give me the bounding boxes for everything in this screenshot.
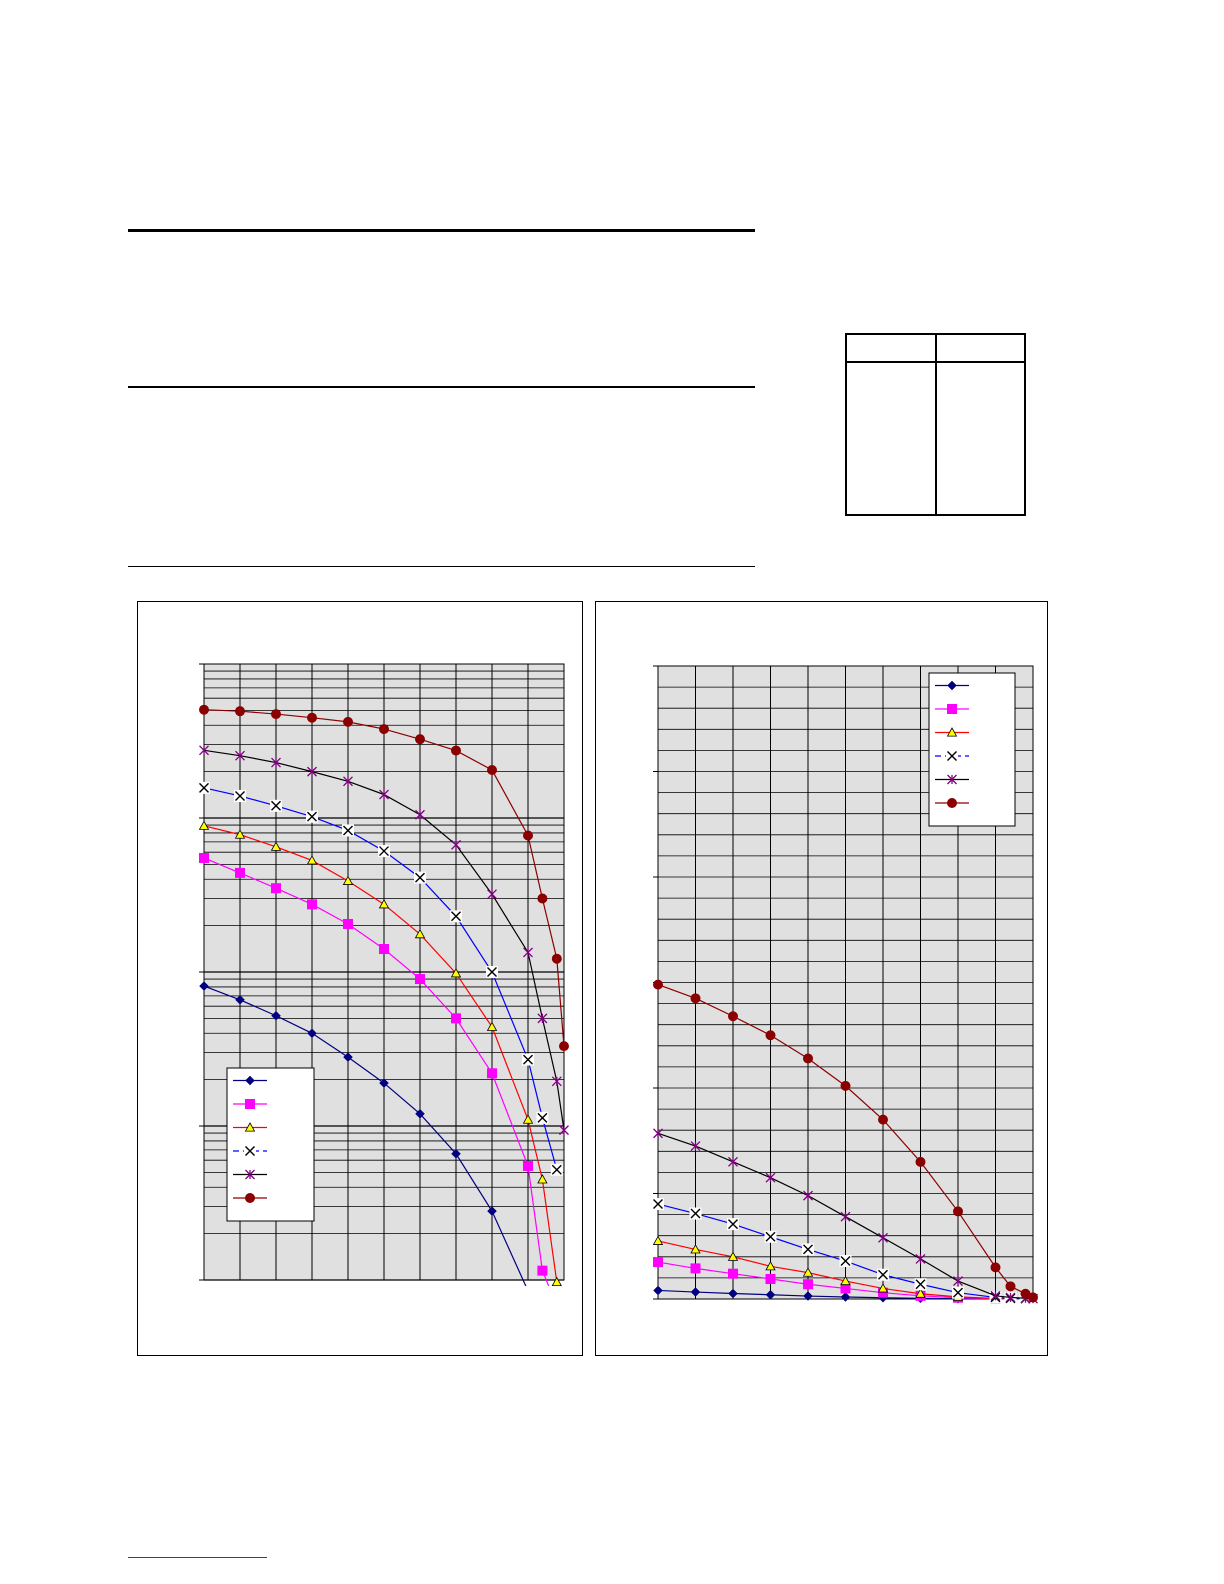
chart-right <box>596 602 1049 1357</box>
series-2-point-12 <box>552 1301 561 1310</box>
legend <box>227 1068 314 1221</box>
series-2-point-2 <box>236 868 245 877</box>
series-1-point-10 <box>524 1286 533 1295</box>
series-6-point-7 <box>416 735 425 744</box>
series-6-point-8 <box>916 1157 925 1166</box>
series-6-point-8 <box>452 746 461 755</box>
series-2-point-6 <box>380 945 389 954</box>
chart-left <box>138 602 584 1357</box>
series-2-point-8 <box>452 1014 461 1023</box>
series-2-point-1 <box>654 1258 663 1267</box>
series-6-point-5 <box>344 717 353 726</box>
series-6-point-2 <box>236 707 245 716</box>
series-2-point-5 <box>804 1280 813 1289</box>
series-6-point-9 <box>488 765 497 774</box>
series-2-point-7 <box>416 975 425 984</box>
series-2-point-1 <box>200 853 209 862</box>
legend <box>929 673 1015 826</box>
series-6-point-13 <box>560 1042 569 1051</box>
header-rule-top <box>128 229 755 232</box>
series-6-point-6 <box>380 725 389 734</box>
series-6-point-2 <box>691 994 700 1003</box>
series-6-point-13 <box>1029 1293 1038 1302</box>
series-6-point-5 <box>804 1054 813 1063</box>
series-2-point-4 <box>308 900 317 909</box>
series-2-point-10 <box>524 1161 533 1170</box>
series-6-point-1 <box>200 705 209 714</box>
series-2-point-3 <box>272 884 281 893</box>
series-2-point-3 <box>729 1269 738 1278</box>
series-6-point-11 <box>538 894 547 903</box>
series-6-point-6 <box>841 1081 850 1090</box>
series-2-point-4 <box>766 1274 775 1283</box>
footer-link[interactable] <box>128 1557 267 1558</box>
header-rule-middle <box>128 386 755 388</box>
chart-right-frame <box>595 601 1048 1356</box>
chart-left-frame <box>137 601 583 1356</box>
series-6-point-3 <box>272 710 281 719</box>
series-6-point-4 <box>308 713 317 722</box>
header-rule-bottom <box>128 566 755 567</box>
summary-table-column-divider <box>935 335 937 514</box>
series-6-point-10 <box>991 1263 1000 1272</box>
series-6-point-11 <box>1006 1282 1015 1291</box>
series-2-point-6 <box>841 1284 850 1293</box>
series-6-point-4 <box>766 1031 775 1040</box>
summary-table <box>845 333 1026 516</box>
series-6-point-3 <box>729 1012 738 1021</box>
series-2-point-2 <box>691 1264 700 1273</box>
series-6-point-10 <box>524 831 533 840</box>
series-6-point-12 <box>552 954 561 963</box>
series-2-point-5 <box>344 919 353 928</box>
y-axis-ticks <box>199 664 204 1280</box>
series-6-point-7 <box>879 1115 888 1124</box>
series-6-point-1 <box>654 980 663 989</box>
series-2-point-11 <box>538 1266 547 1275</box>
series-6-point-9 <box>954 1207 963 1216</box>
series-2-point-9 <box>488 1069 497 1078</box>
